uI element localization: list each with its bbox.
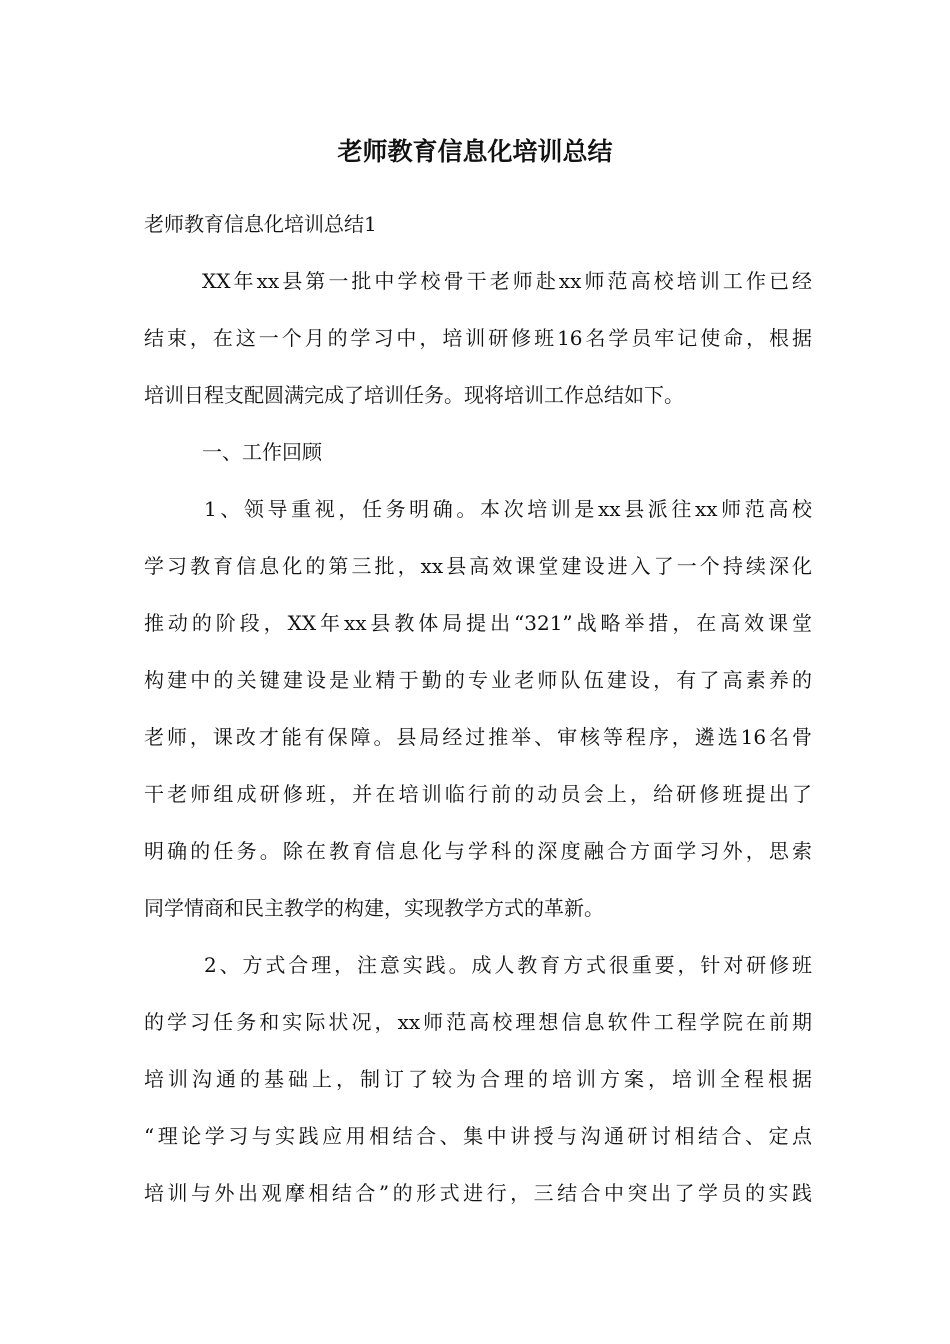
paragraph-line: XX年xx县第一批中学校骨干老师赴xx师范高校培训工作已经 (202, 269, 812, 293)
paragraph-line: 同学情商和民主教学的构建，实现教学方式的革新。 (144, 896, 604, 920)
paragraph-line: 构建中的关键建设是业精于勤的专业老师队伍建设，有了高素养的 (144, 668, 812, 692)
paragraph-line: 的学习任务和实际状况，xx师范高校理想信息软件工程学院在前期 (144, 1010, 812, 1034)
paragraph-line: 培训日程支配圆满完成了培训任务。现将培训工作总结如下。 (144, 383, 684, 407)
document-title: 老师教育信息化培训总结 (337, 137, 613, 166)
paragraph-line: 2、方式合理，注意实践。成人教育方式很重要，针对研修班 (204, 953, 812, 977)
paragraph-line: 1、领导重视，任务明确。本次培训是xx县派往xx师范高校 (204, 497, 812, 521)
paragraph-line: 培训沟通的基础上，制订了较为合理的培训方案，培训全程根据 (144, 1067, 812, 1091)
paragraph-line: 学习教育信息化的第三批，xx县高效课堂建设进入了一个持续深化 (144, 554, 812, 578)
paragraph-line: 干老师组成研修班，并在培训临行前的动员会上，给研修班提出了 (144, 782, 812, 806)
paragraph-line: “理论学习与实践应用相结合、集中讲授与沟通研讨相结合、定点 (144, 1124, 812, 1148)
paragraph-line: 推动的阶段，XX年xx县教体局提出“321”战略举措，在高效课堂 (144, 611, 812, 635)
paragraph-line: 老师，课改才能有保障。县局经过推举、审核等程序，遴选16名骨 (144, 725, 812, 749)
paragraph-line: 培训与外出观摩相结合”的形式进行，三结合中突出了学员的实践 (144, 1181, 812, 1205)
paragraph-line: 结束，在这一个月的学习中，培训研修班16名学员牢记使命，根据 (144, 326, 812, 350)
section-heading: 一、工作回顾 (202, 440, 322, 464)
paragraph-line: 明确的任务。除在教育信息化与学科的深度融合方面学习外，思索 (144, 839, 812, 863)
section-heading: 老师教育信息化培训总结1 (144, 212, 377, 236)
